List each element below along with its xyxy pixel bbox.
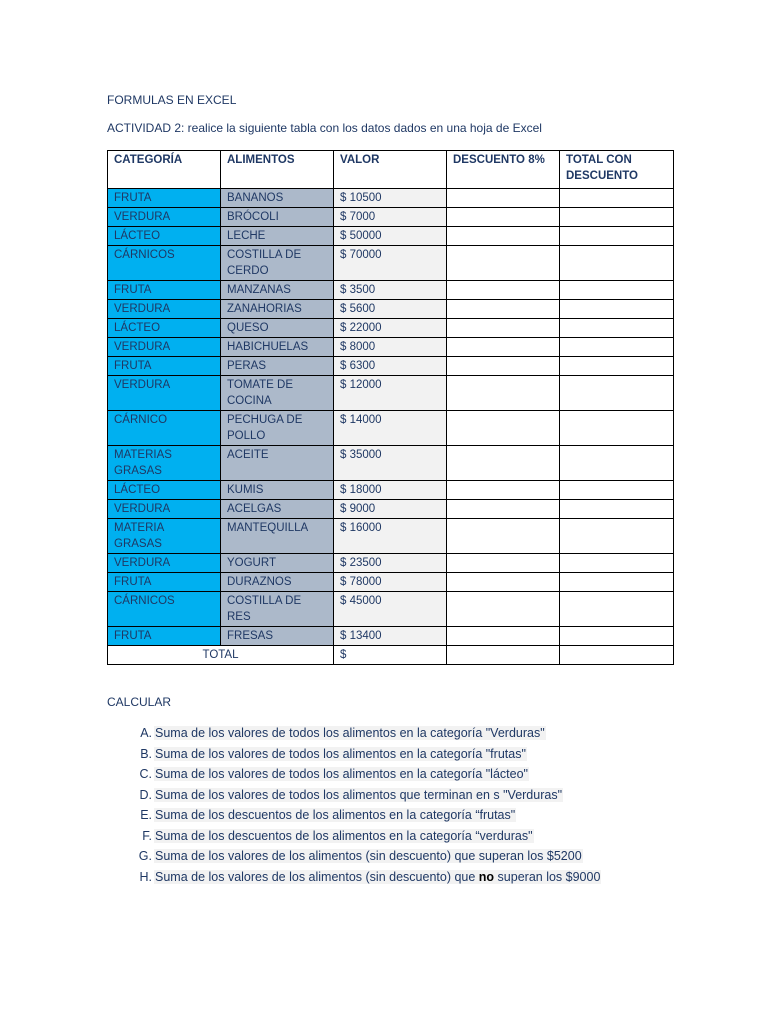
total-with-discount-cell bbox=[560, 300, 674, 319]
table-row bbox=[108, 446, 674, 481]
document-title: FORMULAS EN EXCEL bbox=[107, 93, 237, 107]
calc-task-item bbox=[107, 846, 601, 867]
discount-cell bbox=[447, 319, 560, 338]
calc-task-letter: F. bbox=[142, 828, 152, 843]
total-value: $ bbox=[334, 646, 447, 665]
value-cell: $ 18000 bbox=[334, 481, 447, 500]
value-cell: $ 50000 bbox=[334, 227, 447, 246]
header-food: ALIMENTOS bbox=[221, 151, 334, 189]
discount-cell bbox=[447, 189, 560, 208]
food-cell: PECHUGA DE POLLO bbox=[221, 411, 334, 446]
table-total-row bbox=[108, 646, 674, 665]
table-row bbox=[108, 281, 674, 300]
total-with-discount-cell bbox=[560, 592, 674, 627]
table-row bbox=[108, 519, 674, 554]
discount-cell bbox=[447, 357, 560, 376]
calc-task-text-part: Suma de los valores de los alimentos (sin descuento) que bbox=[155, 869, 479, 884]
category-cell: CÁRNICOS bbox=[108, 246, 221, 281]
calc-task-letter: G. bbox=[138, 849, 152, 863]
category-cell: FRUTA bbox=[108, 281, 221, 300]
calc-task-item bbox=[107, 867, 601, 888]
discount-cell bbox=[447, 300, 560, 319]
value-cell: $ 13400 bbox=[334, 627, 447, 646]
calc-task-text-part: superan los $9000 bbox=[494, 869, 601, 884]
calc-title: CALCULAR bbox=[107, 695, 172, 709]
discount-cell bbox=[447, 338, 560, 357]
food-cell: MANTEQUILLA bbox=[221, 519, 334, 554]
total-with-discount-cell bbox=[560, 446, 674, 481]
table-row bbox=[108, 573, 674, 592]
category-cell: LÁCTEO bbox=[108, 481, 221, 500]
calc-task-item bbox=[107, 785, 601, 806]
category-cell: VERDURA bbox=[108, 376, 221, 411]
total-with-discount-cell bbox=[560, 481, 674, 500]
value-cell: $ 7000 bbox=[334, 208, 447, 227]
food-cell: ZANAHORIAS bbox=[221, 300, 334, 319]
value-cell: $ 6300 bbox=[334, 357, 447, 376]
table-row bbox=[108, 208, 674, 227]
calc-task-text: Suma de los valores de todos los alimentos en la categoría "frutas" bbox=[155, 746, 526, 761]
header-total-with-discount: TOTAL CON DESCUENTO bbox=[560, 151, 674, 189]
discount-cell bbox=[447, 281, 560, 300]
table-row bbox=[108, 227, 674, 246]
food-cell: COSTILLA DE RES bbox=[221, 592, 334, 627]
category-cell: MATERIAS GRASAS bbox=[108, 446, 221, 481]
table-row bbox=[108, 627, 674, 646]
calc-task-text bbox=[154, 870, 601, 884]
table-row bbox=[108, 300, 674, 319]
total-with-discount-cell bbox=[560, 627, 674, 646]
header-discount: DESCUENTO 8% bbox=[447, 151, 560, 189]
food-cell: HABICHUELAS bbox=[221, 338, 334, 357]
total-with-discount-cell bbox=[560, 319, 674, 338]
calc-task-item bbox=[107, 744, 601, 765]
category-cell: VERDURA bbox=[108, 500, 221, 519]
food-table bbox=[107, 150, 674, 665]
total-with-discount-cell bbox=[560, 376, 674, 411]
category-cell: LÁCTEO bbox=[108, 227, 221, 246]
total-with-discount-cell bbox=[560, 646, 674, 665]
food-cell: DURAZNOS bbox=[221, 573, 334, 592]
food-cell: ACEITE bbox=[221, 446, 334, 481]
table-row bbox=[108, 554, 674, 573]
calc-task-item bbox=[107, 764, 601, 785]
total-with-discount-cell bbox=[560, 189, 674, 208]
value-cell: $ 23500 bbox=[334, 554, 447, 573]
food-cell: PERAS bbox=[221, 357, 334, 376]
discount-cell bbox=[447, 208, 560, 227]
food-cell: COSTILLA DE CERDO bbox=[221, 246, 334, 281]
food-cell: BRÓCOLI bbox=[221, 208, 334, 227]
food-cell: MANZANAS bbox=[221, 281, 334, 300]
calc-task-text: Suma de los valores de todos los alimentos en la categoría "lácteo" bbox=[155, 767, 528, 781]
value-cell: $ 14000 bbox=[334, 411, 447, 446]
calc-task-text: Suma de los valores de todos los alimentos que terminan en s "Verduras" bbox=[155, 787, 563, 802]
food-cell: KUMIS bbox=[221, 481, 334, 500]
category-cell: VERDURA bbox=[108, 208, 221, 227]
category-cell: FRUTA bbox=[108, 627, 221, 646]
value-cell: $ 16000 bbox=[334, 519, 447, 554]
calc-task-letter: B. bbox=[140, 746, 152, 761]
discount-cell bbox=[447, 376, 560, 411]
calc-task-letter: E. bbox=[140, 808, 152, 822]
table-row bbox=[108, 376, 674, 411]
category-cell: FRUTA bbox=[108, 573, 221, 592]
category-cell: CÁRNICOS bbox=[108, 592, 221, 627]
discount-cell bbox=[447, 627, 560, 646]
category-cell: MATERIA GRASAS bbox=[108, 519, 221, 554]
discount-cell bbox=[447, 411, 560, 446]
category-cell: FRUTA bbox=[108, 357, 221, 376]
table-row bbox=[108, 481, 674, 500]
calc-task-text: Suma de los descuentos de los alimentos en la categoría “frutas" bbox=[155, 808, 516, 822]
calc-task-item bbox=[107, 826, 601, 847]
total-with-discount-cell bbox=[560, 519, 674, 554]
value-cell: $ 45000 bbox=[334, 592, 447, 627]
total-with-discount-cell bbox=[560, 554, 674, 573]
calc-task-text: Suma de los valores de los alimentos (sin descuento) que superan los $5200 bbox=[155, 849, 582, 863]
table-row bbox=[108, 357, 674, 376]
total-with-discount-cell bbox=[560, 500, 674, 519]
category-cell: CÁRNICO bbox=[108, 411, 221, 446]
total-with-discount-cell bbox=[560, 281, 674, 300]
discount-cell bbox=[447, 573, 560, 592]
value-cell: $ 70000 bbox=[334, 246, 447, 281]
food-cell: BANANOS bbox=[221, 189, 334, 208]
total-label: TOTAL bbox=[108, 646, 334, 665]
value-cell: $ 78000 bbox=[334, 573, 447, 592]
table-header-row bbox=[108, 151, 674, 189]
table-row bbox=[108, 500, 674, 519]
discount-cell bbox=[447, 592, 560, 627]
total-with-discount-cell bbox=[560, 357, 674, 376]
table-row bbox=[108, 411, 674, 446]
total-with-discount-cell bbox=[560, 246, 674, 281]
discount-cell bbox=[447, 481, 560, 500]
food-cell: QUESO bbox=[221, 319, 334, 338]
header-value: VALOR bbox=[334, 151, 447, 189]
calc-task-text: Suma de los descuentos de los alimentos en la categoría “verduras" bbox=[155, 828, 533, 843]
total-discount-cell bbox=[447, 646, 560, 665]
total-with-discount-cell bbox=[560, 227, 674, 246]
table-row bbox=[108, 592, 674, 627]
value-cell: $ 22000 bbox=[334, 319, 447, 338]
food-cell: LECHE bbox=[221, 227, 334, 246]
total-with-discount-cell bbox=[560, 208, 674, 227]
calc-task-item bbox=[107, 805, 601, 826]
food-cell: YOGURT bbox=[221, 554, 334, 573]
category-cell: LÁCTEO bbox=[108, 319, 221, 338]
calc-task-text: Suma de los valores de todos los alimentos en la categoría "Verduras" bbox=[155, 726, 545, 740]
calc-task-item bbox=[107, 723, 601, 744]
value-cell: $ 3500 bbox=[334, 281, 447, 300]
discount-cell bbox=[447, 227, 560, 246]
category-cell: VERDURA bbox=[108, 300, 221, 319]
calc-task-letter: H. bbox=[139, 869, 152, 884]
calc-task-letter: A. bbox=[140, 726, 152, 740]
category-cell: VERDURA bbox=[108, 554, 221, 573]
food-cell: FRESAS bbox=[221, 627, 334, 646]
table-row bbox=[108, 246, 674, 281]
discount-cell bbox=[447, 500, 560, 519]
table-body bbox=[108, 189, 674, 646]
category-cell: VERDURA bbox=[108, 338, 221, 357]
calc-task-letter: C. bbox=[139, 767, 152, 781]
calc-task-list bbox=[107, 723, 601, 887]
value-cell: $ 12000 bbox=[334, 376, 447, 411]
value-cell: $ 9000 bbox=[334, 500, 447, 519]
discount-cell bbox=[447, 446, 560, 481]
calc-task-letter: D. bbox=[139, 787, 152, 802]
calc-task-text-bold: no bbox=[478, 869, 495, 884]
total-with-discount-cell bbox=[560, 411, 674, 446]
food-cell: ACELGAS bbox=[221, 500, 334, 519]
value-cell: $ 35000 bbox=[334, 446, 447, 481]
total-with-discount-cell bbox=[560, 573, 674, 592]
value-cell: $ 8000 bbox=[334, 338, 447, 357]
discount-cell bbox=[447, 554, 560, 573]
discount-cell bbox=[447, 519, 560, 554]
discount-cell bbox=[447, 246, 560, 281]
total-with-discount-cell bbox=[560, 338, 674, 357]
food-cell: TOMATE DE COCINA bbox=[221, 376, 334, 411]
value-cell: $ 5600 bbox=[334, 300, 447, 319]
value-cell: $ 10500 bbox=[334, 189, 447, 208]
header-category: CATEGORÍA bbox=[108, 151, 221, 189]
table-row bbox=[108, 189, 674, 208]
table-row bbox=[108, 319, 674, 338]
category-cell: FRUTA bbox=[108, 189, 221, 208]
activity-instruction: ACTIVIDAD 2: realice la siguiente tabla con los datos dados en una hoja de Excel bbox=[107, 121, 542, 135]
table-row bbox=[108, 338, 674, 357]
